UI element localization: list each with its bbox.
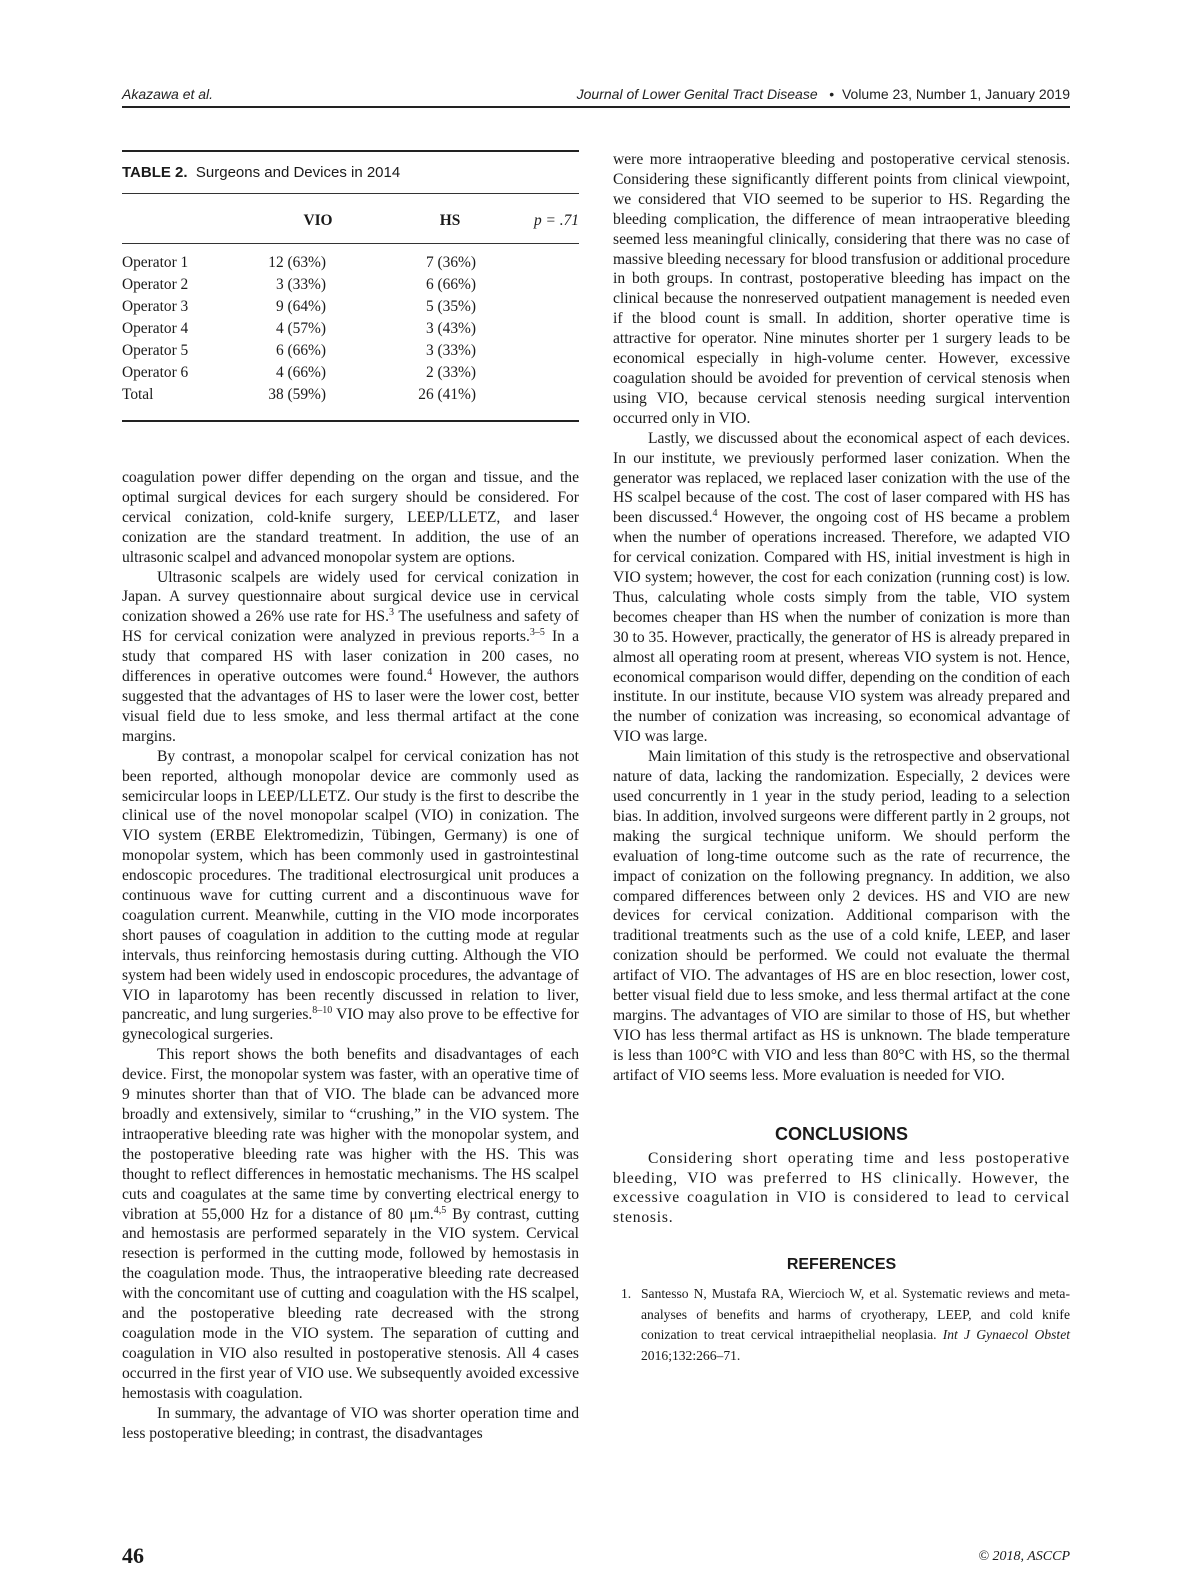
conclusions-heading: CONCLUSIONS <box>774 1123 908 1144</box>
journal-title: Journal of Lower Genital Tract Disease <box>576 86 818 102</box>
table-cell-operator: Operator 1 <box>122 254 189 271</box>
running-head <box>122 86 1070 106</box>
table-cell-operator: Total <box>122 386 252 421</box>
table-cell-vio: 3 (33%) <box>275 276 326 293</box>
paragraph: Main limitation of this study is the retrospective and observational nature of data, lacking the randomization. Especially, 2 devices were used concurrently in 1 year in the study period, leading to a selection bias. In addition, involved surgeons were different partly in 2 groups, not making the surgical technique uniform. We should perform the evaluation of long-time outcome such as the rate of recurrence, the impact of conization on the following pregnancy. In addition, we also compared differences between only 2 devices. HS and VIO are new devices for cervical conization. Additional comparison with the traditional treatments such as the use of a cold knife, LEEP, and laser conization should be performed. We could not evaluate the thermal artifact of VIO. The advantages of HS are en bloc resection, lower cost, better visual field due to less smoke, and less thermal artifact at the cone margins. The advantages of VIO are similar to those of HS, but whether VIO has less thermal artifact as HS is unknown. The blade temperature is less than 100°C with VIO and less than 80°C with HS, so the thermal artifact of VIO seems less. More evaluation is needed for VIO. <box>613 748 1070 1084</box>
table-cell-operator: Operator 2 <box>122 276 189 293</box>
header-rule <box>122 106 1070 108</box>
paragraph: This report shows the both benefits and disadvantages of each device. First, the monopolar system was faster, with an operative time of 9 minutes shorter than that of VIO. The blade can be advanced more broadly and extensively, similar to “crushing,” in the VIO system. The intraoperative bleeding rate was higher with the monopolar system, and the postoperative bleeding rate was higher with the HS. This was thought to reflect differences in hemostatic mechanisms. The HS scalpel cuts and coagulates at the same time by converting electrical energy to vibration at 55,000 Hz for a distance of 80 μm.$^{4,5}$ By contrast, cutting and hemostasis are performed separately in the VIO system. Cervical resection is performed in the cutting mode, followed by hemostasis in the coagulation mode. Thus, the intraoperative bleeding rate decreased with the concomitant use of cutting and coagulation with the HS scalpel, and the postoperative bleeding rate decreased with the strong coagulation mode in the VIO system. The separation of cutting and coagulation in VIO also resulted in postoperative stenosis. All 4 cases occurred in the first year of VIO use. We subsequently avoided excessive hemostasis with coagulation. <box>122 1046 580 1402</box>
table-cell-operator: Operator 4 <box>122 320 189 337</box>
left-body-text <box>122 468 579 1443</box>
table-row <box>122 364 579 386</box>
copyright-notice: © 2018, ASCCP <box>978 1549 1070 1564</box>
page-number: 46 <box>122 1543 144 1568</box>
table-caption <box>122 152 579 193</box>
table-cell-operator: Operator 5 <box>122 342 189 359</box>
table-cell-vio: 38 (59%) <box>252 386 384 421</box>
table-cell-hs: 5 (35%) <box>425 298 476 315</box>
paragraph: By contrast, a monopolar scalpel for cervical conization has not been reported, although monopolar device are commonly used as semicircular loops in LEEP/LLETZ. Our study is the first to describe the clinical use of the novel monopolar scalpel (VIO) in conization. The VIO system (ERBE Elektromedizin, Tübingen, Germany) is one of monopolar system, which has been commonly used in gastrointestinal endoscopic procedures. The traditional electrosurgical unit produces a continuous wave for cutting current and a discontinuous wave for coagulation current. Meanwhile, cutting in the VIO mode incorporates short pauses of coagulation in addition to the cutting mode at regular intervals, thus reinforcing hemostasis during cutting. Although the VIO system had been widely used in endoscopic procedures, the advantage of VIO in laparotomy has been recently discussed in relation to liver, pancreatic, and lung surgeries.$^{8-10}$ VIO may also prove to be effective for gynecological surgeries. <box>122 747 579 1044</box>
table-label: TABLE 2. <box>122 164 188 181</box>
right-column <box>613 150 1070 1366</box>
reference-number: 1. <box>621 1286 632 1302</box>
table-row <box>122 298 579 320</box>
reference-item <box>613 1284 1070 1366</box>
table-cell-vio: 4 (66%) <box>275 364 326 381</box>
citation: 4,5 <box>433 1204 447 1216</box>
table-cell-hs: 3 (33%) <box>425 342 476 359</box>
table-row <box>122 342 579 364</box>
reference-text: Santesso N, Mustafa RA, Wiercioch W, et al. Systematic reviews and meta-analyses of benefits and harms of cryotherapy, LEEP, and cold knife conization to treat cervical intraepithelial neoplasia. <box>641 1286 1070 1343</box>
table-row <box>122 276 579 298</box>
paragraph: Ultrasonic scalpels are widely used for cervical conization in Japan. A survey questionnaire about surgical device use in cervical conization showed a 26% use rate for HS.$^3$ The usefulness and safety of HS for cervical conization were analyzed in previous reports.$^{3-5}$ In a study that compared HS with laser conization in 200 cases, no differences in operative outcomes were found.$^4$ However, the authors suggested that the advantages of HS to laser were the lower cost, better visual field due to less smoke, and less thermal artifact at the cone margins. <box>122 568 580 745</box>
citation: 4 <box>427 666 433 678</box>
table-header-blank <box>122 194 252 244</box>
table-cell-vio: 6 (66%) <box>275 342 326 359</box>
table-row-total <box>122 386 579 421</box>
paragraph: In summary, the advantage of VIO was shorter operation time and less postoperative bleeding; in contrast, the disadvantages <box>122 1404 579 1442</box>
table-cell-operator: Operator 3 <box>122 298 189 315</box>
table-cell-hs: 26 (41%) <box>384 386 516 421</box>
running-head-authors: Akazawa et al. <box>122 86 214 102</box>
table-header-row <box>122 194 579 244</box>
table-cell-vio: 9 (64%) <box>275 298 326 315</box>
table-cell-hs: 6 (66%) <box>425 276 476 293</box>
left-column <box>122 150 579 1443</box>
paragraph: coagulation power differ depending on the organ and tissue, and the optimal surgical devices for each surgery should be considered. For cervical conization, cold-knife surgery, LEEP/LLETZ, and laser conization are the standard treatment. In addition, the use of an ultrasonic scalpel and advanced monopolar system are options. <box>122 469 579 566</box>
table-row <box>122 244 579 277</box>
table-cell-vio: 12 (63%) <box>268 254 326 271</box>
reference-journal: Int J Gynaecol Obstet <box>942 1327 1070 1343</box>
table-cell-hs: 3 (43%) <box>425 320 476 337</box>
table-header-pvalue: p = .71 <box>516 194 579 244</box>
volume-info: Volume 23, Number 1, January 2019 <box>841 86 1070 102</box>
surgeons-devices-table <box>122 194 579 422</box>
running-head-journal-info <box>577 86 1070 102</box>
table-cell-vio: 4 (57%) <box>275 320 326 337</box>
reference-citation: 2016;132:266–71. <box>641 1347 741 1363</box>
citation: 3 <box>388 607 394 619</box>
page-footer <box>122 1543 1070 1569</box>
table-2 <box>122 150 579 422</box>
references-heading: REFERENCES <box>786 1256 897 1274</box>
paragraph: were more intraoperative bleeding and postoperative cervical stenosis. Considering these significantly different points from clinical viewpoint, we considered that VIO seemed to be superior to HS. Regarding the bleeding complication, the difference of mean intraoperative bleeding seemed less meaningful clinically, considering that there was no case of massive bleeding necessary for blood transfusion or additional procedure in both groups. In contrast, postoperative bleeding has impact on the clinical because the nonreserved outpatient management is needed even if the blood count is small. In addition, shorter operative time is attractive for operator. Nine minutes shorter per 1 surgery leads to be economical especially in high-volume center. However, excessive coagulation should be avoided for prevention of cervical stenosis when using VIO, because cervical stenosis needing surgical intervention occurred only in VIO. <box>613 151 1070 427</box>
table-cell-hs: 7 (36%) <box>425 254 476 271</box>
table-header-hs: HS <box>384 194 516 244</box>
citation: 3–5 <box>529 627 545 639</box>
citation: 4 <box>712 508 718 520</box>
conclusions-paragraph: Considering short operating time and less postoperative bleeding, VIO was preferred to HS clinically. However, the excessive coagulation in VIO is considered to lead to cervical stenosis. <box>613 1149 1070 1227</box>
citation: 8–10 <box>312 1005 333 1017</box>
table-header-vio: VIO <box>252 194 384 244</box>
table-cell-operator: Operator 6 <box>122 364 189 381</box>
bullet-separator: • <box>829 86 835 102</box>
table-cell-hs: 2 (33%) <box>425 364 476 381</box>
table-row <box>122 320 579 342</box>
table-title: Surgeons and Devices in 2014 <box>195 164 401 181</box>
paragraph: Lastly, we discussed about the economical aspect of each devices. In our institute, we previously performed laser conization. When the generator was replaced, we replaced laser conization with the use of the HS scalpel because of the cost. The cost of laser compared with HS has been discussed.$^4$ However, the ongoing cost of HS became a problem when the number of operations increased. Therefore, we adapted VIO for cervical conization. Compared with HS, initial investment is high in VIO system; however, the cost for each conization (running cost) is low. Thus, calculating whole costs simply from the table, VIO system becomes cheaper than HS when the number of conization is more than 30 to 35. However, practically, the generator of HS is already prepared in almost all operating room at present, whereas VIO system is not. Hence, economical comparison would differ, depending on the condition of each institute. In our institute, because VIO system was already prepared and the number of conization was increasing, so economical advantage of VIO was large. <box>613 429 1070 746</box>
